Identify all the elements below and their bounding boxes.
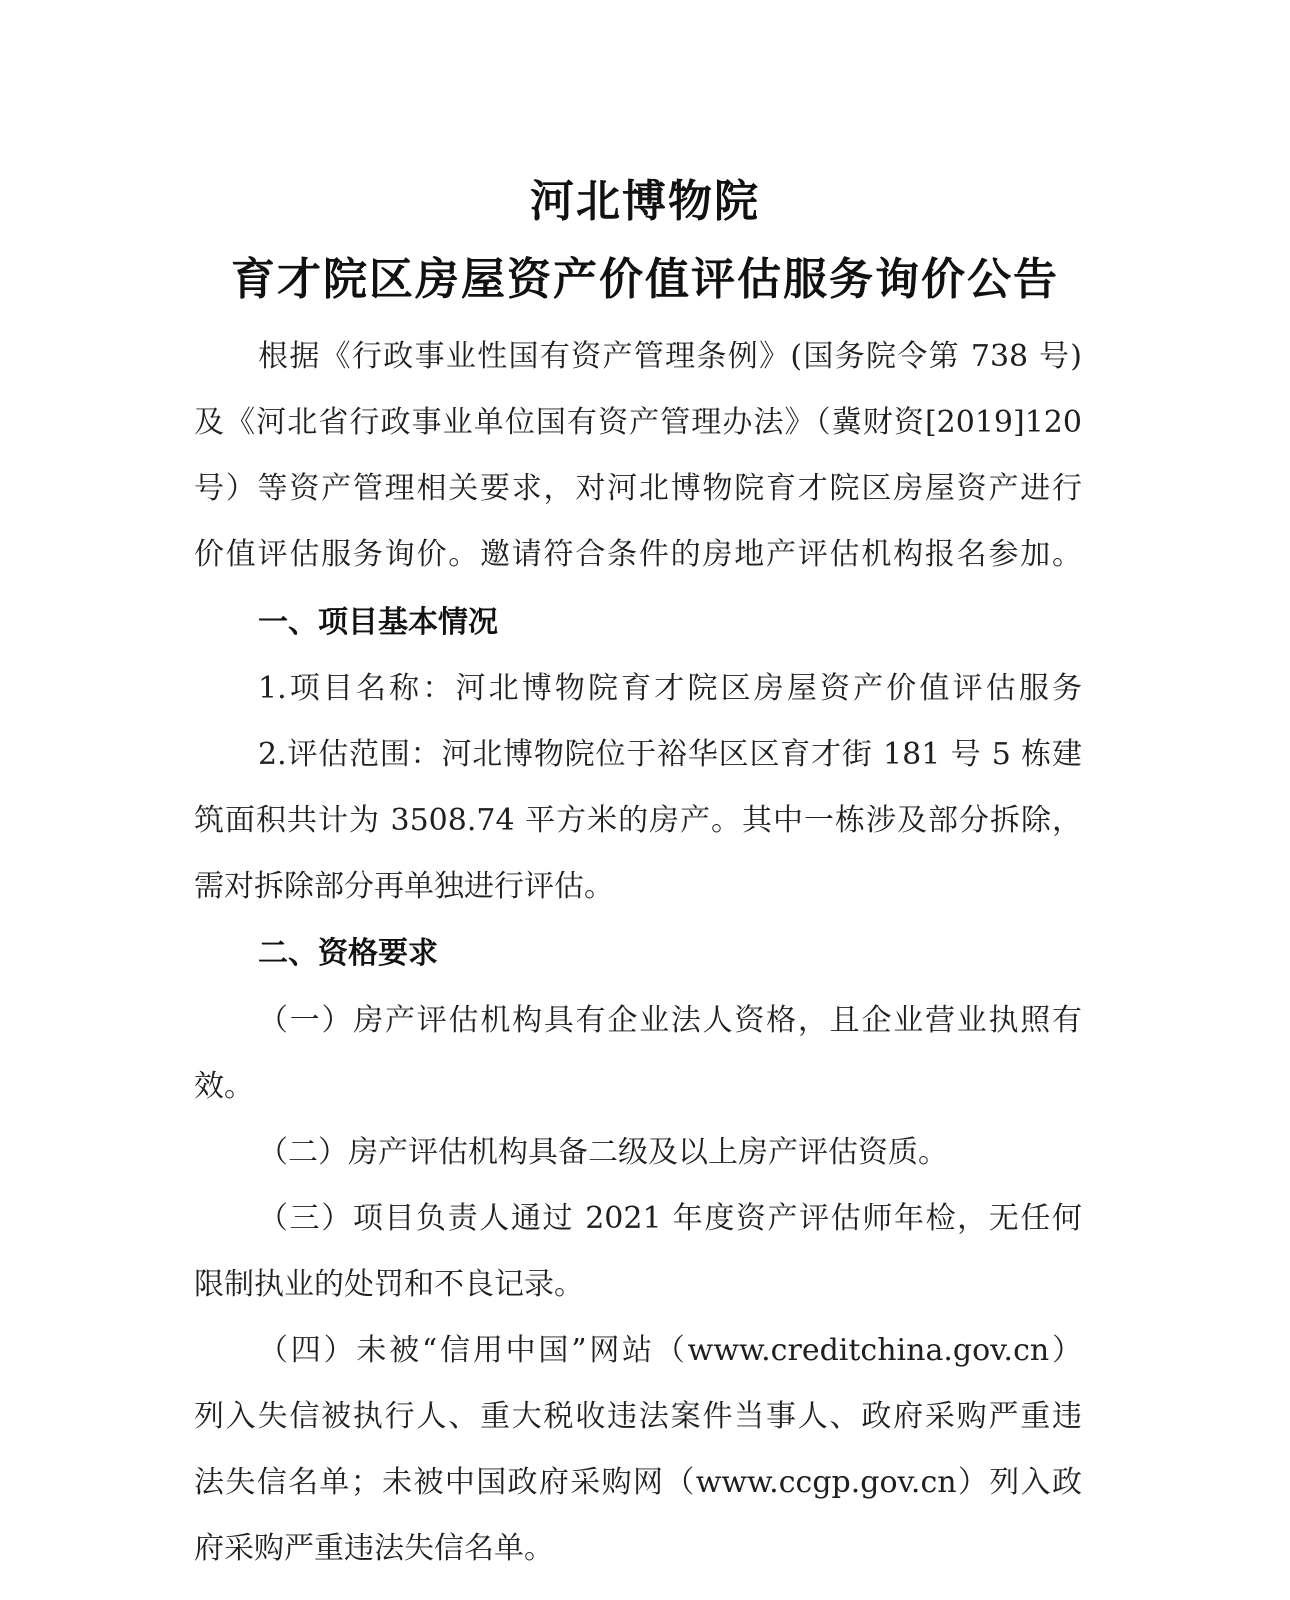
intro-line-3: 号）等资产管理相关要求，对河北博物院育才院区房屋资产进行	[194, 471, 1082, 506]
document-title-line-2: 育才院区房屋资产价值评估服务询价公告	[231, 254, 1059, 305]
requirement-4-line-4: 府采购严重违法失信名单。	[194, 1531, 554, 1566]
section-1-item-2-line-3: 需对拆除部分再单独进行评估。	[194, 869, 614, 904]
requirement-3-line-2: 限制执业的处罚和不良记录。	[194, 1267, 584, 1302]
document-title-line-1: 河北博物院	[530, 176, 760, 227]
section-1-heading: 一、项目基本情况	[258, 605, 498, 640]
requirement-2: （二）房产评估机构具备二级及以上房产评估资质。	[258, 1135, 948, 1170]
requirement-1-line-1: （一）房产评估机构具有企业法人资格，且企业营业执照有	[258, 1003, 1082, 1038]
section-1-item-2-line-2: 筑面积共计为 3508.74 平方米的房产。其中一栋涉及部分拆除，	[194, 803, 1082, 838]
requirement-4-line-3: 法失信名单；未被中国政府采购网（www.ccgp.gov.cn）列入政	[194, 1465, 1082, 1500]
requirement-3-line-1: （三）项目负责人通过 2021 年度资产评估师年检，无任何	[258, 1201, 1082, 1236]
section-1-item-1: 1.项目名称：河北博物院育才院区房屋资产价值评估服务	[258, 671, 1082, 706]
intro-line-4: 价值评估服务询价。邀请符合条件的房地产评估机构报名参加。	[194, 537, 1082, 572]
intro-line-2: 及《河北省行政事业单位国有资产管理办法》（冀财资[2019]120	[194, 405, 1082, 440]
requirement-4-line-1: （四）未被“信用中国”网站（www.creditchina.gov.cn）	[258, 1333, 1082, 1368]
section-2-heading: 二、资格要求	[258, 936, 438, 971]
requirement-4-line-2: 列入失信被执行人、重大税收违法案件当事人、政府采购严重违	[194, 1399, 1082, 1434]
intro-line-1: 根据《行政事业性国有资产管理条例》(国务院令第 738 号)	[258, 339, 1082, 374]
section-1-item-2-line-1: 2.评估范围：河北博物院位于裕华区区育才街 181 号 5 栋建	[258, 737, 1082, 772]
requirement-1-line-2: 效。	[194, 1069, 254, 1104]
